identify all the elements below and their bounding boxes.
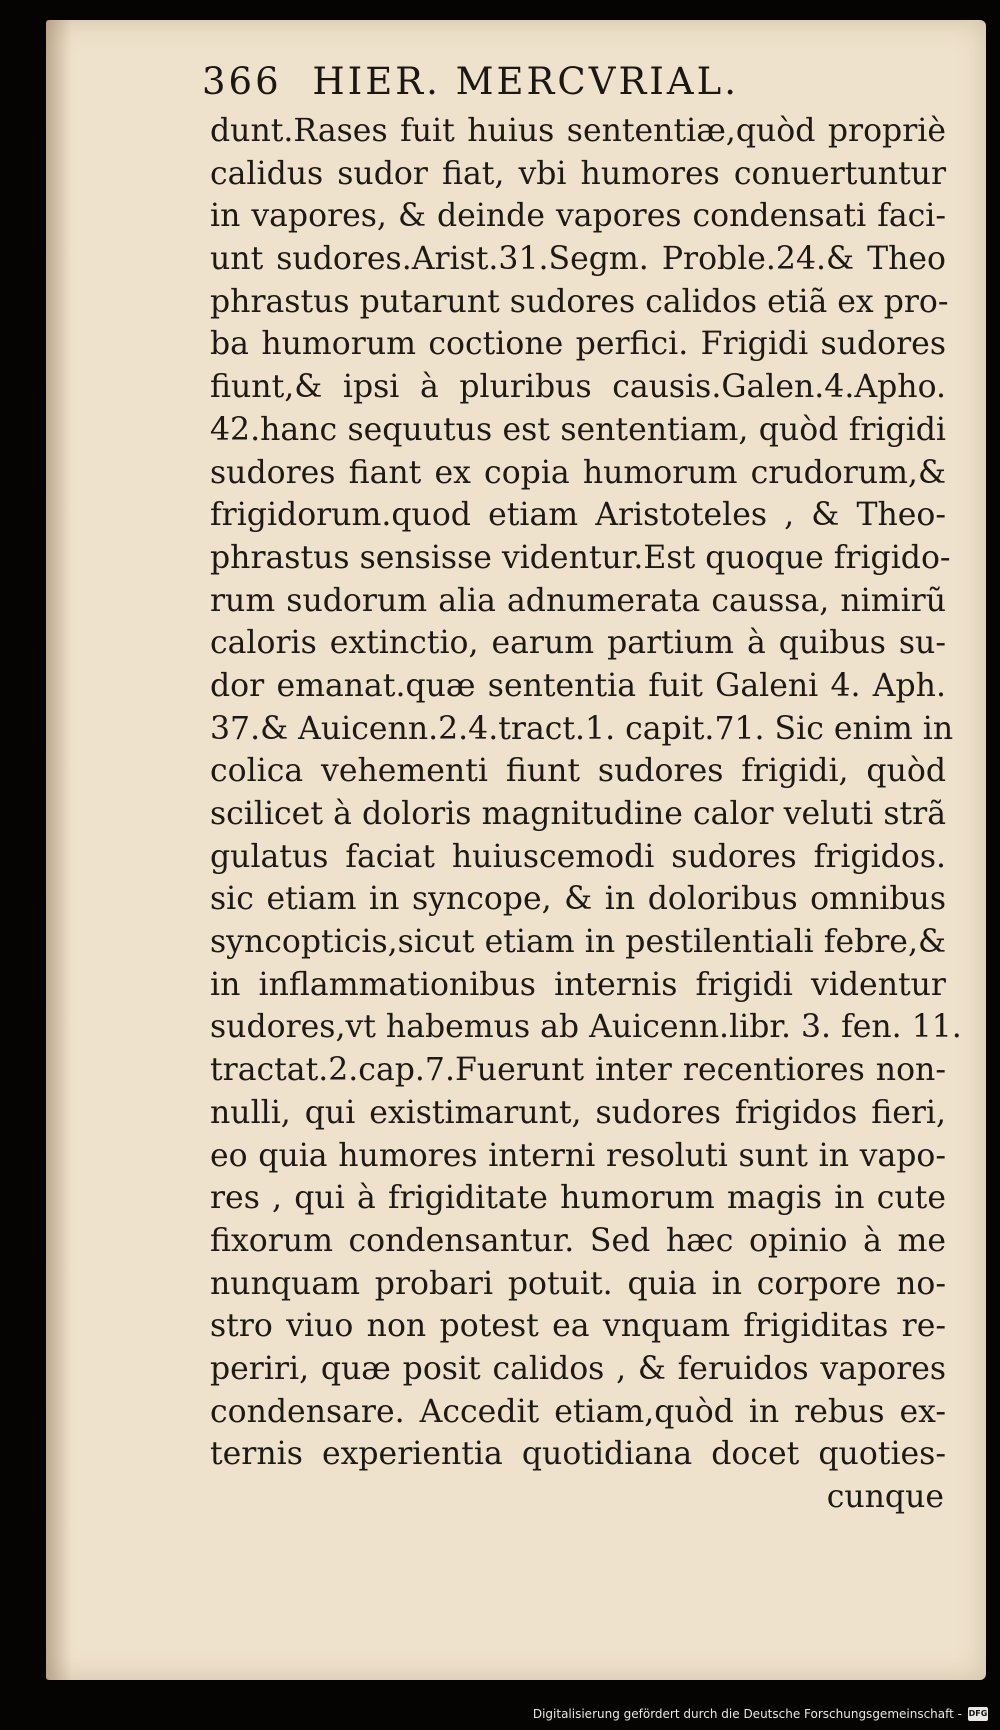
text-line: fixorum condensantur. Sed hæc opinio à me — [210, 1222, 946, 1259]
digitization-footer — [533, 1704, 988, 1724]
text-line: stro viuo non potest ea vnquam frigiditas re- — [210, 1308, 946, 1345]
text-line: in inflammationibus internis frigidi videntur — [210, 966, 946, 1003]
text-line: gulatus faciat huiuscemodi sudores frigidos. — [210, 838, 946, 875]
text-line: caloris extinctio, earum partium à quibus su- — [210, 625, 946, 662]
text-line: phrastus sensisse videntur.Est quoque frigido- — [210, 539, 951, 576]
text-line: sic etiam in syncope, & in doloribus omnibus — [210, 881, 946, 918]
gutter-shadow — [46, 20, 72, 1680]
text-line: res , qui à frigiditate humorum magis in cute — [210, 1180, 946, 1217]
text-line: unt sudores.Arist.31.Segm. Proble.24.& Theo — [210, 241, 946, 278]
body-text — [210, 110, 962, 1519]
text-line: fiunt,& ipsi à pluribus causis.Galen.4.Apho. — [210, 369, 946, 406]
text-line: syncopticis,sicut etiam in pestilentiali febre,& — [210, 924, 946, 961]
text-line: 42.hanc sequutus est sententiam, quòd frigidi — [210, 411, 946, 448]
text-line: 37.& Auicenn.2.4.tract.1. capit.71. Sic enim in — [210, 710, 954, 747]
text-line: dunt.Rases fuit huius sententiæ,quòd propriè — [210, 113, 946, 149]
text-line: periri, quæ posit calidos , & feruidos vapores — [210, 1350, 946, 1387]
text-line: ba humorum coctione perfici. Frigidi sudores — [210, 326, 946, 363]
dfg-logo-icon: DFG — [968, 1707, 988, 1721]
text-line: condensare. Accedit etiam,quòd in rebus ex- — [210, 1393, 946, 1430]
text-line: phrastus putarunt sudores calidos etiã ex pro- — [210, 283, 949, 320]
text-line: sudores,vt habemus ab Auicenn.libr. 3. fen. 11. — [210, 1009, 962, 1046]
text-line: nunquam probari potuit. quia in corpore no- — [210, 1265, 946, 1302]
text-line: eo quia humores interni resoluti sunt in vapo- — [210, 1137, 946, 1174]
text-line: in vapores, & deinde vapores condensati faci- — [210, 198, 946, 235]
text-line: rum sudorum alia adnumerata caussa, nimirũ — [210, 582, 946, 619]
text-line: calidus sudor fiat, vbi humores conuertuntur — [210, 155, 946, 192]
text-line: tractat.2.cap.7.Fuerunt inter recentiores non- — [210, 1052, 946, 1089]
text-line: sudores fiant ex copia humorum crudorum,& — [210, 454, 946, 491]
text-line: ternis experientia quotidiana docet quoties- — [210, 1436, 946, 1473]
text-line: frigidorum.quod etiam Aristoteles , & Theo- — [210, 497, 946, 534]
text-line: colica vehementi fiunt sudores frigidi, quòd — [210, 753, 946, 790]
text-line: dor emanat.quæ sententia fuit Galeni 4. Aph. — [210, 667, 946, 704]
running-title: HIER. MERCVRIAL. — [312, 60, 739, 103]
text-line: scilicet à doloris magnitudine calor veluti strã — [210, 796, 946, 832]
text-line: cunque — [826, 1479, 944, 1515]
funding-credit: Digitalisierung gefördert durch die Deutsche Forschungsgemeinschaft - — [532, 1707, 962, 1721]
running-head — [202, 60, 852, 116]
page-number: 366 — [202, 60, 282, 103]
text-line: nulli, qui existimarunt, sudores frigidos fieri, — [210, 1094, 946, 1131]
